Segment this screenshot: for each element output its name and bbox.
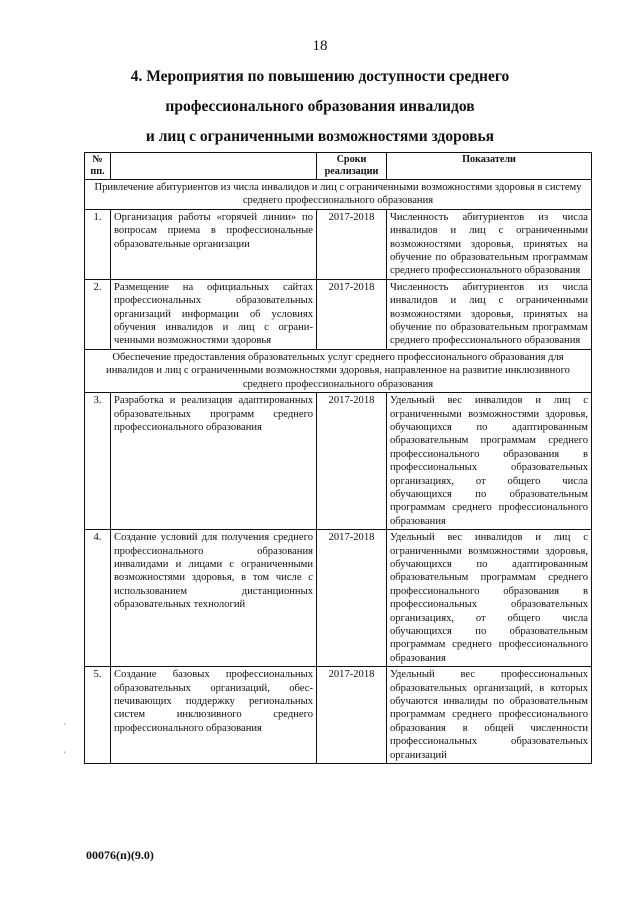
header-num: № пп. (85, 153, 111, 180)
table-header-row (85, 153, 592, 180)
row-number: 1. (85, 209, 111, 279)
section-heading: Обеспечение предоставления образовательных услуг среднего профессионального образования для инвалидов и лиц с ограниченными возможностями здоровья, направленное на развитие инклюзивного среднего профессионального образования (85, 349, 592, 392)
row-period: 2017-2018 (317, 530, 387, 667)
section-heading: Привлечение абитуриентов из числа инвалидов и лиц с ограниченными возможностями здоровья в систему среднего профессионального образования (85, 180, 592, 210)
title-line-2: профессионального образования инвалидов (165, 98, 475, 115)
header-action (111, 153, 317, 180)
title-line-1: 4. Мероприятия по повышению доступности среднего (130, 68, 510, 85)
table-row (85, 530, 592, 667)
row-indicator: Удельный вес инвалидов и лиц с ограниченными возможностями здоровья, обучающихся по адаптированным образовательным программам среднего профессионального образования в профессиональных образовательных организациях, от общего числа обучающихся по образовательным программам среднего профессионального образования (387, 393, 592, 530)
header-period: Сроки реализации (317, 153, 387, 180)
table-row (85, 279, 592, 349)
scan-speck: ′ (64, 750, 66, 759)
row-indicator: Численность абитуриентов из числа инвалидов и лиц с ограниченными возможностями здоровья, принятых на обучение по образовательным программам среднего профессионального образования (387, 209, 592, 279)
section-row (85, 180, 592, 210)
row-number: 4. (85, 530, 111, 667)
row-period: 2017-2018 (317, 667, 387, 764)
row-action: Разработка и реализация адаптированных образовательных программ среднего профессионального образования (111, 393, 317, 530)
row-action: Создание условий для получения среднего профессионального образования инвалидами и лицами с ограниченными возможностями здоровья, в том числе с использованием дистанционных образовательных технологий (111, 530, 317, 667)
row-number: 3. (85, 393, 111, 530)
row-action: Организация работы «горячей линии» по вопросам приема в профессиональные образовательные организации (111, 209, 317, 279)
row-number: 5. (85, 667, 111, 764)
row-period: 2017-2018 (317, 279, 387, 349)
scan-speck: ′ (64, 722, 66, 731)
row-period: 2017-2018 (317, 209, 387, 279)
table-row (85, 393, 592, 530)
footer-code: 00076(п)(9.0) (86, 848, 154, 862)
section-title (60, 62, 580, 152)
table-row (85, 209, 592, 279)
row-indicator: Удельный вес инвалидов и лиц с ограниченными возможностями здоровья, обучающихся по адаптированным образовательным программам среднего профессионального образования в профессиональных образовательных организациях, от общего числа обучающихся по образовательным программам среднего профессионального образования (387, 530, 592, 667)
header-indicators: Показатели (387, 153, 592, 180)
row-action: Размещение на официальных сайтах профессиональных образовательных организаций информации об условиях обучения инвалидов и лиц с ограниченными возможностями здоровья (111, 279, 317, 349)
title-line-3: и лиц с ограниченными возможностями здоровья (145, 128, 495, 145)
row-action: Создание базовых профессиональных образовательных организаций, обеспечивающих поддержку региональных систем инклюзивного среднего профессионального образования (111, 667, 317, 764)
row-indicator: Численность абитуриентов из числа инвалидов и лиц с ограниченными возможностями здоровья, принятых на обучение по образовательным программам среднего профессионального образования (387, 279, 592, 349)
row-period: 2017-2018 (317, 393, 387, 530)
section-row (85, 349, 592, 392)
row-number: 2. (85, 279, 111, 349)
table-row (85, 667, 592, 764)
page-number: 18 (312, 38, 328, 54)
measures-table (84, 152, 592, 764)
row-indicator: Удельный вес профессиональных образовательных организаций, в которых обучаются инвалиды по образовательным программам среднего профессионального образования в общей численности профессиональных образовательных организаций (387, 667, 592, 764)
